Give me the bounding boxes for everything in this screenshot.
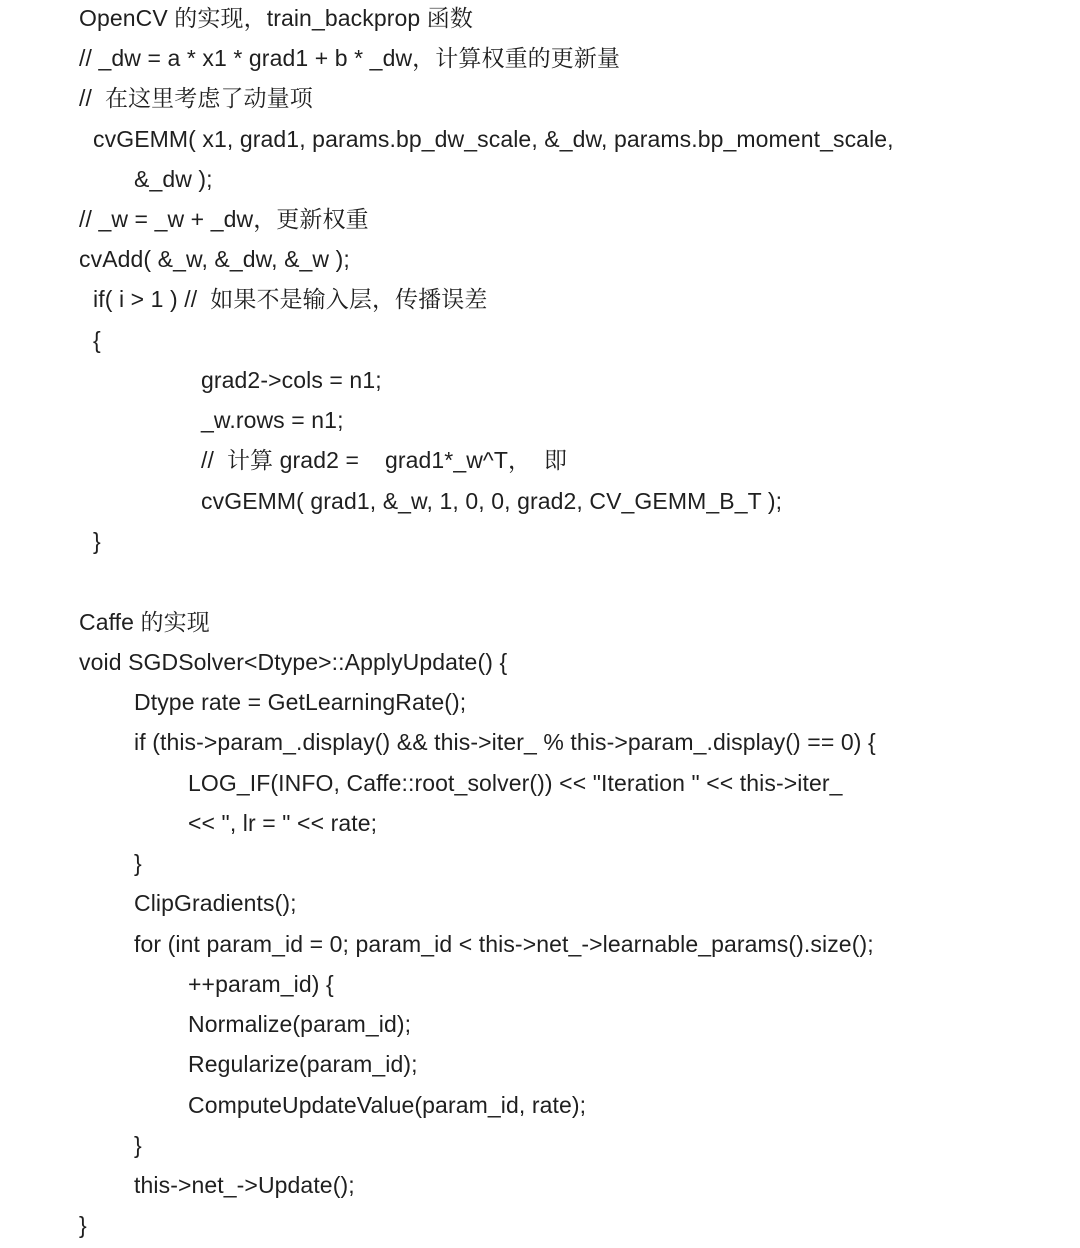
code-line: // 在这里考虑了动量项 bbox=[79, 85, 313, 111]
code-line: cvGEMM( x1, grad1, params.bp_dw_scale, &_dw, params.bp_moment_scale, bbox=[93, 126, 894, 152]
code-line: << ", lr = " << rate; bbox=[188, 810, 378, 836]
code-line: &_dw ); bbox=[134, 166, 213, 192]
opencv-heading: OpenCV 的实现，train_backprop 函数 bbox=[79, 5, 473, 31]
code-line: ++param_id) { bbox=[188, 971, 334, 997]
code-line: for (int param_id = 0; param_id < this->net_->learnable_params().size(); bbox=[134, 931, 874, 957]
code-line: } bbox=[79, 1212, 87, 1238]
code-line: // 计算 grad2 = grad1*_w^T， 即 bbox=[201, 447, 568, 473]
code-line: cvAdd( &_w, &_dw, &_w ); bbox=[79, 246, 350, 272]
code-line: _w.rows = n1; bbox=[201, 407, 344, 433]
code-line: ClipGradients(); bbox=[134, 890, 297, 916]
code-line: Regularize(param_id); bbox=[188, 1051, 418, 1077]
code-line: } bbox=[134, 850, 142, 876]
code-line: grad2->cols = n1; bbox=[201, 367, 382, 393]
code-line: Normalize(param_id); bbox=[188, 1011, 412, 1037]
caffe-heading: Caffe 的实现 bbox=[79, 609, 210, 635]
code-line: ComputeUpdateValue(param_id, rate); bbox=[188, 1092, 587, 1118]
code-line: } bbox=[93, 528, 101, 554]
code-line: { bbox=[93, 327, 101, 353]
code-line: } bbox=[134, 1132, 142, 1158]
code-line: if( i > 1 ) // 如果不是输入层，传播误差 bbox=[93, 286, 488, 312]
code-line: this->net_->Update(); bbox=[134, 1172, 355, 1198]
code-line: // _dw = a * x1 * grad1 + b * _dw，计算权重的更新量 bbox=[79, 45, 621, 71]
code-line: // _w = _w + _dw，更新权重 bbox=[79, 206, 369, 232]
code-line: cvGEMM( grad1, &_w, 1, 0, 0, grad2, CV_GEMM_B_T ); bbox=[201, 488, 783, 514]
code-line: Dtype rate = GetLearningRate(); bbox=[134, 689, 467, 715]
code-line: if (this->param_.display() && this->iter_ % this->param_.display() == 0) { bbox=[134, 729, 876, 755]
code-line: LOG_IF(INFO, Caffe::root_solver()) << "Iteration " << this->iter_ bbox=[188, 770, 843, 796]
code-line: void SGDSolver<Dtype>::ApplyUpdate() { bbox=[79, 649, 508, 675]
